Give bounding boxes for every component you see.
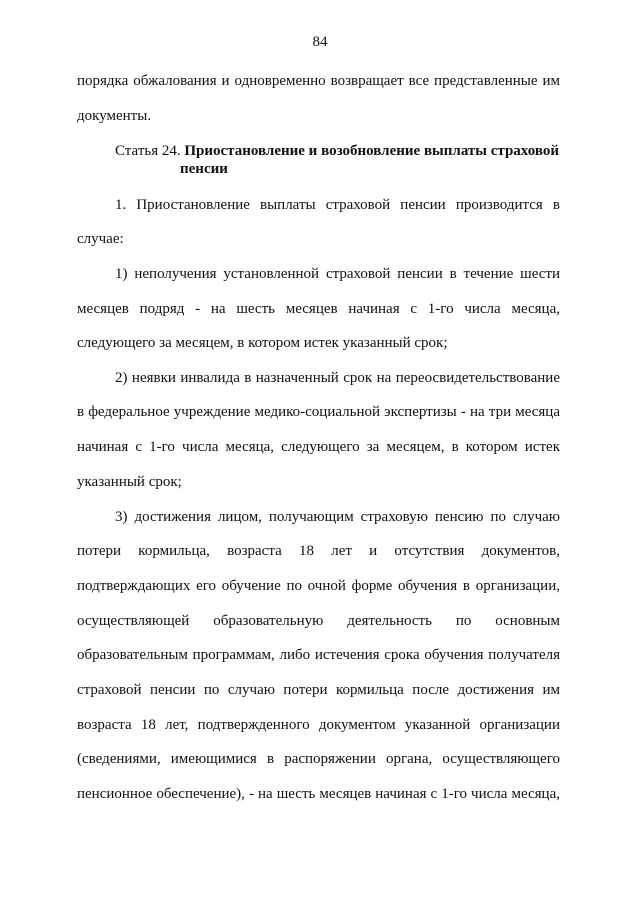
text-line: начиная с 1-го числа месяца, следующего за месяцем, в котором истек (77, 439, 560, 455)
text-line: 1) неполучения установленной страховой пенсии в течение шести (115, 266, 560, 282)
text-line: следующего за месяцем, в котором истек указанный срок; (77, 335, 448, 351)
page-number: 84 (312, 34, 328, 50)
text-line: осуществляющей образовательную деятельность по основным (77, 613, 560, 629)
text-line: страховой пенсии по случаю потери кормильца после достижения им (77, 682, 560, 698)
text-line: 2) неявки инвалида в назначенный срок на переосвидетельствование (115, 370, 560, 386)
text-line: 3) достижения лицом, получающим страховую пенсию по случаю (115, 509, 560, 525)
text-line: (сведениями, имеющимися в распоряжении органа, осуществляющего (77, 751, 560, 767)
text-line: в федеральное учреждение медико-социальной экспертизы - на три месяца (77, 404, 560, 420)
text-line: пенсионное обеспечение), - на шесть месяцев начиная с 1-го числа месяца, (77, 786, 560, 802)
text-line: случае: (77, 231, 124, 247)
text-line: подтверждающих его обучение по очной форме обучения в организации, (77, 578, 560, 594)
text-line: образовательным программам, либо истечения срока обучения получателя (77, 647, 560, 663)
text-line: месяцев подряд - на шесть месяцев начиная с 1-го числа месяца, (77, 301, 560, 317)
article-label: Статья 24. (115, 143, 181, 159)
text-line: потери кормильца, возраста 18 лет и отсутствия документов, (77, 543, 560, 559)
text-line: порядка обжалования и одновременно возвращает все представленные им (77, 73, 560, 89)
article-title-line-2: пенсии (180, 161, 228, 177)
text-line: документы. (77, 108, 152, 124)
text-line: 1. Приостановление выплаты страховой пенсии производится в (115, 197, 560, 213)
article-heading (115, 142, 560, 160)
article-title-line-1: Приостановление и возобновление выплаты страховой (184, 143, 560, 159)
text-line: указанный срок; (77, 474, 182, 490)
text-line: возраста 18 лет, подтвержденного документом указанной организации (77, 717, 560, 733)
